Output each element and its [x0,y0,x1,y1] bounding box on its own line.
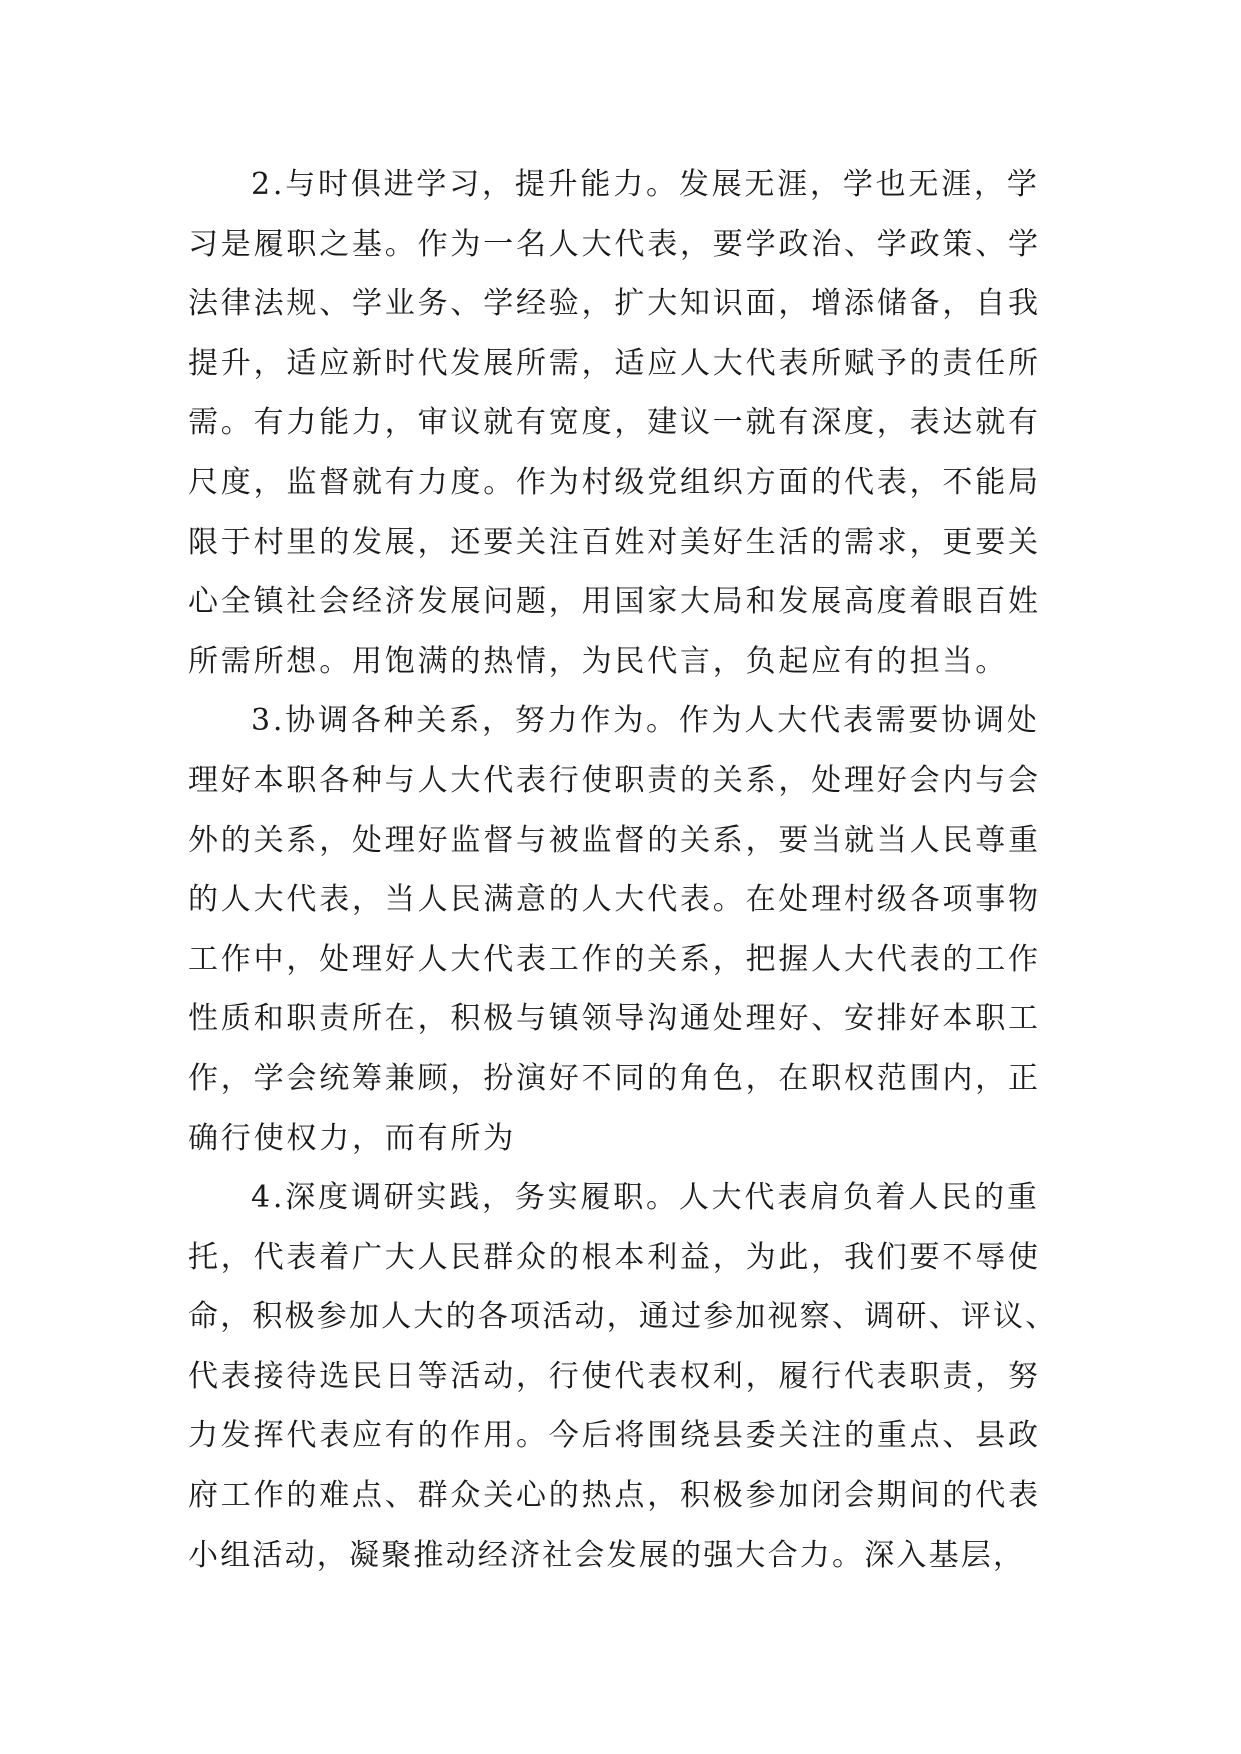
text-line: 理好本职各种与人大代表行使职责的关系，处理好会内与会 [188,762,1041,798]
paragraph-3 [188,691,1048,1168]
text-line: 尺度，监督就有力度。作为村级党组织方面的代表，不能局 [188,464,1041,500]
text-line: 习是履职之基。作为一名人大代表，要学政治、学政策、学 [188,226,1041,262]
text-line: 性质和职责所在，积极与镇领导沟通处理好、安排好本职工 [188,1001,1041,1037]
paragraph-4 [188,1168,1058,1585]
text-line: 命，积极参加人大的各项活动，通过参加视察、调研、评议、 [188,1299,1058,1335]
text-line: 所需所想。用饱满的热情，为民代言，负起应有的担当。 [188,643,1008,679]
text-line: 2.与时俱进学习，提升能力。发展无涯，学也无涯，学 [251,167,1040,202]
text-line: 托，代表着广大人民群众的根本利益，为此，我们要不辱使 [188,1239,1041,1275]
text-line: 限于村里的发展，还要关注百姓对美好生活的需求，更要关 [188,524,1041,560]
text-line: 工作中，处理好人大代表工作的关系，把握人大代表的工作 [188,941,1041,977]
text-line: 代表接待选民日等活动，行使代表权利，履行代表职责，努 [188,1358,1041,1394]
text-line: 作，学会统筹兼顾，扮演好不同的角色，在职权范围内，正 [188,1060,1041,1096]
text-line: 心全镇社会经济发展问题，用国家大局和发展高度着眼百姓 [188,584,1041,620]
text-line: 需。有力能力，审议就有宽度，建议一就有深度，表达就有 [188,405,1041,441]
text-line: 4.深度调研实践，务实履职。人大代表肩负着人民的重 [251,1180,1040,1216]
text-line: 提升，适应新时代发展所需，适应人大代表所赋予的责任所 [188,345,1041,381]
text-line: 的人大代表，当人民满意的人大代表。在处理村级各项事物 [188,882,1041,918]
text-line: 3.协调各种关系，努力作为。作为人大代表需要协调处 [251,703,1040,739]
paragraph-2 [188,155,1048,691]
text-line: 外的关系，处理好监督与被监督的关系，要当就当人民尊重 [188,822,1041,858]
text-line: 府工作的难点、群众关心的热点，积极参加闭会期间的代表 [188,1478,1041,1514]
text-line: 法律法规、学业务、学经验，扩大知识面，增添储备，自我 [188,286,1041,322]
text-line: 确行使权力，而有所为 [188,1120,516,1156]
document-body [188,155,1058,1585]
text-line: 力发挥代表应有的作用。今后将围绕县委关注的重点、县政 [188,1418,1041,1454]
text-line: 小组活动，凝聚推动经济社会发展的强大合力。深入基层， [188,1537,1026,1573]
